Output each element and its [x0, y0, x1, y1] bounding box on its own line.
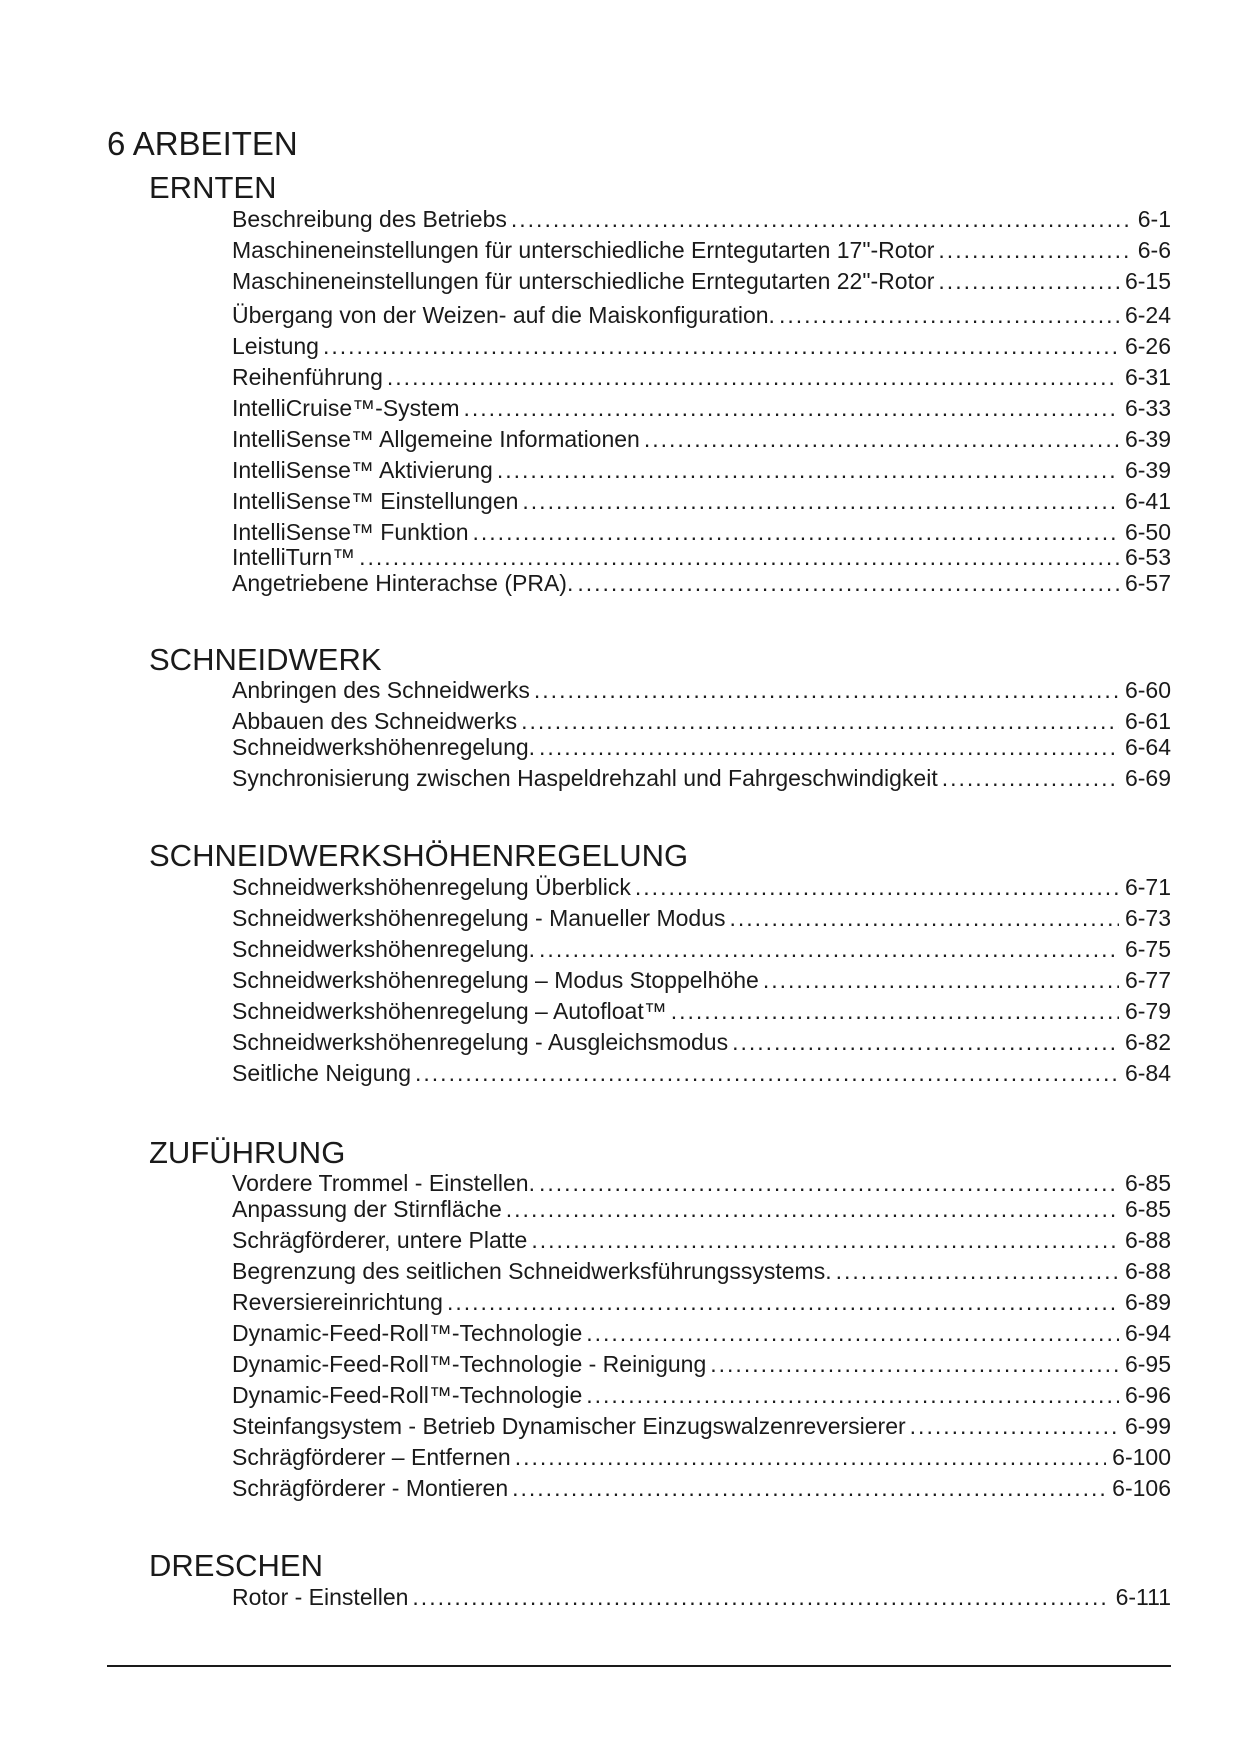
toc-entry-label: Beschreibung des Betriebs — [232, 206, 507, 232]
section-heading: DRESCHEN — [149, 1548, 323, 1583]
toc-entry-label: Schneidwerkshöhenregelung – Autofloat™ — [232, 998, 667, 1024]
toc-entry[interactable] — [232, 569, 1171, 597]
toc-entry-label: Synchronisierung zwischen Haspeldrehzahl und Fahrgeschwindigkeit — [232, 765, 938, 791]
toc-entry[interactable] — [232, 394, 1171, 422]
toc-entry-label: IntelliCruise™-System — [232, 395, 460, 421]
toc-entry-page: 6-60 — [1124, 677, 1171, 703]
chapter-title: 6 ARBEITEN — [107, 125, 298, 162]
dot-leader — [586, 1319, 1119, 1347]
toc-entry-page: 6-6 — [1137, 237, 1171, 263]
toc-entry-page: 6-75 — [1124, 936, 1171, 962]
dot-leader — [763, 966, 1119, 994]
toc-entry-page: 6-71 — [1124, 874, 1171, 900]
toc-entry-label: Schneidwerkshöhenregelung - Manueller Modus — [232, 905, 726, 931]
toc-entry-page: 6-1 — [1137, 206, 1171, 232]
toc-entry-label: Schneidwerkshöhenregelung. — [232, 936, 536, 962]
toc-entry-label: IntelliSense™ Aktivierung — [232, 457, 493, 483]
toc-entry-label: Schrägförderer, untere Platte — [232, 1227, 528, 1253]
toc-entry-page: 6-31 — [1124, 364, 1171, 390]
toc-entry-label: IntelliTurn™ — [232, 544, 356, 570]
toc-entry-label: Begrenzung des seitlichen Schneidwerksführungssystems. — [232, 1258, 832, 1284]
toc-entry-label: Leistung — [232, 333, 319, 359]
toc-entry[interactable] — [232, 425, 1171, 453]
toc-entry[interactable] — [232, 764, 1171, 792]
toc-entry-label: Steinfangsystem - Betrieb Dynamischer Einzugswalzenreversierer — [232, 1413, 906, 1439]
dot-leader — [671, 997, 1119, 1025]
dot-leader — [635, 873, 1119, 901]
dot-leader — [521, 707, 1119, 735]
toc-entry[interactable] — [232, 543, 1171, 571]
toc-entry-label: IntelliSense™ Einstellungen — [232, 488, 519, 514]
toc-entry[interactable] — [232, 966, 1171, 994]
toc-entry[interactable] — [232, 873, 1171, 901]
dot-leader — [942, 764, 1119, 792]
toc-entry-page: 6-73 — [1124, 905, 1171, 931]
toc-entry[interactable] — [232, 301, 1171, 329]
toc-entry[interactable] — [232, 1257, 1171, 1285]
toc-entry-label: Reversiereinrichtung — [232, 1289, 443, 1315]
dot-leader — [447, 1288, 1119, 1316]
toc-entry[interactable] — [232, 1381, 1171, 1409]
toc-entry[interactable] — [232, 904, 1171, 932]
toc-entry[interactable] — [232, 487, 1171, 515]
toc-entry-label: Anpassung der Stirnfläche — [232, 1196, 502, 1222]
dot-leader — [586, 1381, 1119, 1409]
section-heading: SCHNEIDWERK — [149, 642, 382, 677]
dot-leader — [415, 1059, 1119, 1087]
section-heading: ERNTEN — [149, 170, 277, 205]
toc-entry-page: 6-77 — [1124, 967, 1171, 993]
toc-entry-page: 6-57 — [1124, 570, 1171, 596]
toc-entry[interactable] — [232, 1288, 1171, 1316]
toc-entry[interactable] — [232, 1319, 1171, 1347]
toc-entry-page: 6-99 — [1124, 1413, 1171, 1439]
toc-entry-label: IntelliSense™ Funktion — [232, 519, 469, 545]
dot-leader — [473, 518, 1119, 546]
toc-entry[interactable] — [232, 1474, 1171, 1502]
dot-leader — [497, 456, 1119, 484]
toc-entry-label: Angetriebene Hinterachse (PRA). — [232, 570, 574, 596]
dot-leader — [938, 267, 1119, 295]
toc-entry-page: 6-33 — [1124, 395, 1171, 421]
toc-entry[interactable] — [232, 733, 1171, 761]
toc-entry-page: 6-85 — [1124, 1196, 1171, 1222]
toc-entry-label: Dynamic-Feed-Roll™-Technologie - Reinigung — [232, 1351, 707, 1377]
toc-entry-label: Abbauen des Schneidwerks — [232, 708, 518, 734]
toc-entry-page: 6-82 — [1124, 1029, 1171, 1055]
toc-entry-label: Anbringen des Schneidwerks — [232, 677, 530, 703]
toc-entry-label: Rotor - Einstellen — [232, 1584, 409, 1610]
toc-entry-page: 6-88 — [1124, 1227, 1171, 1253]
toc-entry-page: 6-69 — [1124, 765, 1171, 791]
toc-entry-label: Schneidwerkshöhenregelung - Ausgleichsmodus — [232, 1029, 729, 1055]
toc-entry-label: Vordere Trommel - Einstellen. — [232, 1170, 535, 1196]
toc-entry[interactable] — [232, 1059, 1171, 1087]
toc-entry[interactable] — [232, 1443, 1171, 1471]
dot-leader — [539, 1169, 1119, 1197]
toc-entry-page: 6-26 — [1124, 333, 1171, 359]
dot-leader — [512, 1474, 1106, 1502]
toc-entry-label: Dynamic-Feed-Roll™-Technologie — [232, 1320, 583, 1346]
dot-leader — [511, 205, 1132, 233]
toc-entry-label: Schneidwerkshöhenregelung – Modus Stoppelhöhe — [232, 967, 759, 993]
dot-leader — [531, 1226, 1119, 1254]
toc-entry-page: 6-89 — [1124, 1289, 1171, 1315]
dot-leader — [539, 733, 1119, 761]
dot-leader — [412, 1583, 1109, 1611]
toc-entry-label: Schneidwerkshöhenregelung Überblick — [232, 874, 631, 900]
toc-entry-label: Schrägförderer – Entfernen — [232, 1444, 511, 1470]
toc-entry-label: IntelliSense™ Allgemeine Informationen — [232, 426, 640, 452]
toc-entry-label: Reihenführung — [232, 364, 383, 390]
dot-leader — [515, 1443, 1106, 1471]
bottom-rule — [107, 1665, 1171, 1667]
toc-entry[interactable] — [232, 707, 1171, 735]
toc-entry-page: 6-96 — [1124, 1382, 1171, 1408]
toc-entry[interactable] — [232, 1195, 1171, 1223]
toc-entry[interactable] — [232, 1226, 1171, 1254]
toc-entry[interactable] — [232, 997, 1171, 1025]
toc-entry[interactable] — [232, 332, 1171, 360]
toc-entry-label: Seitliche Neigung — [232, 1060, 412, 1086]
toc-entry-label: Schrägförderer - Montieren — [232, 1475, 509, 1501]
toc-entry-page: 6-111 — [1115, 1584, 1171, 1610]
toc-entry-label: Übergang von der Weizen- auf die Maiskonfiguration. — [232, 302, 775, 328]
toc-entry-page: 6-84 — [1124, 1060, 1171, 1086]
dot-leader — [506, 1195, 1119, 1223]
toc-entry-page: 6-50 — [1124, 519, 1171, 545]
dot-leader — [938, 236, 1131, 264]
dot-leader — [539, 935, 1119, 963]
toc-entry-page: 6-94 — [1124, 1320, 1171, 1346]
toc-entry[interactable] — [232, 676, 1171, 704]
dot-leader — [359, 543, 1119, 571]
dot-leader — [779, 301, 1119, 329]
section-heading: ZUFÜHRUNG — [149, 1135, 346, 1170]
toc-entry-label: Maschineneinstellungen für unterschiedliche Erntegutarten 22"-Rotor — [232, 268, 935, 294]
toc-entry[interactable] — [232, 236, 1171, 264]
dot-leader — [732, 1028, 1119, 1056]
dot-leader — [534, 676, 1119, 704]
dot-leader — [644, 425, 1119, 453]
toc-entry-page: 6-61 — [1124, 708, 1171, 734]
dot-leader — [730, 904, 1119, 932]
toc-entry-label: Schneidwerkshöhenregelung. — [232, 734, 536, 760]
toc-entry[interactable] — [232, 363, 1171, 391]
toc-entry[interactable] — [232, 456, 1171, 484]
toc-entry-page: 6-106 — [1112, 1475, 1171, 1501]
toc-entry-page: 6-24 — [1124, 302, 1171, 328]
toc-entry-page: 6-88 — [1124, 1258, 1171, 1284]
dot-leader — [577, 569, 1119, 597]
toc-entry-page: 6-100 — [1112, 1444, 1171, 1470]
toc-entry-page: 6-15 — [1124, 268, 1171, 294]
dot-leader — [710, 1350, 1119, 1378]
toc-entry[interactable] — [232, 935, 1171, 963]
dot-leader — [323, 332, 1119, 360]
dot-leader — [522, 487, 1119, 515]
toc-entry[interactable] — [232, 1169, 1171, 1197]
toc-entry[interactable] — [232, 1583, 1171, 1611]
toc-entry[interactable] — [232, 205, 1171, 233]
toc-entry-page: 6-39 — [1124, 457, 1171, 483]
toc-entry[interactable] — [232, 1412, 1171, 1440]
dot-leader — [910, 1412, 1119, 1440]
toc-entry-page: 6-95 — [1124, 1351, 1171, 1377]
toc-entry[interactable] — [232, 1028, 1171, 1056]
toc-entry-page: 6-41 — [1124, 488, 1171, 514]
section-heading: SCHNEIDWERKSHÖHENREGELUNG — [149, 838, 689, 873]
toc-entry[interactable] — [232, 1350, 1171, 1378]
toc-entry-label: Dynamic-Feed-Roll™-Technologie — [232, 1382, 583, 1408]
toc-entry[interactable] — [232, 518, 1171, 546]
dot-leader — [836, 1257, 1119, 1285]
toc-entry-page: 6-85 — [1124, 1170, 1171, 1196]
toc-entry-page: 6-64 — [1124, 734, 1171, 760]
toc-entry-page: 6-39 — [1124, 426, 1171, 452]
toc-entry-page: 6-53 — [1124, 544, 1171, 570]
toc-entry-label: Maschineneinstellungen für unterschiedliche Erntegutarten 17"-Rotor — [232, 237, 935, 263]
toc-entry-page: 6-79 — [1124, 998, 1171, 1024]
dot-leader — [464, 394, 1119, 422]
toc-entry[interactable] — [232, 267, 1171, 295]
dot-leader — [387, 363, 1119, 391]
